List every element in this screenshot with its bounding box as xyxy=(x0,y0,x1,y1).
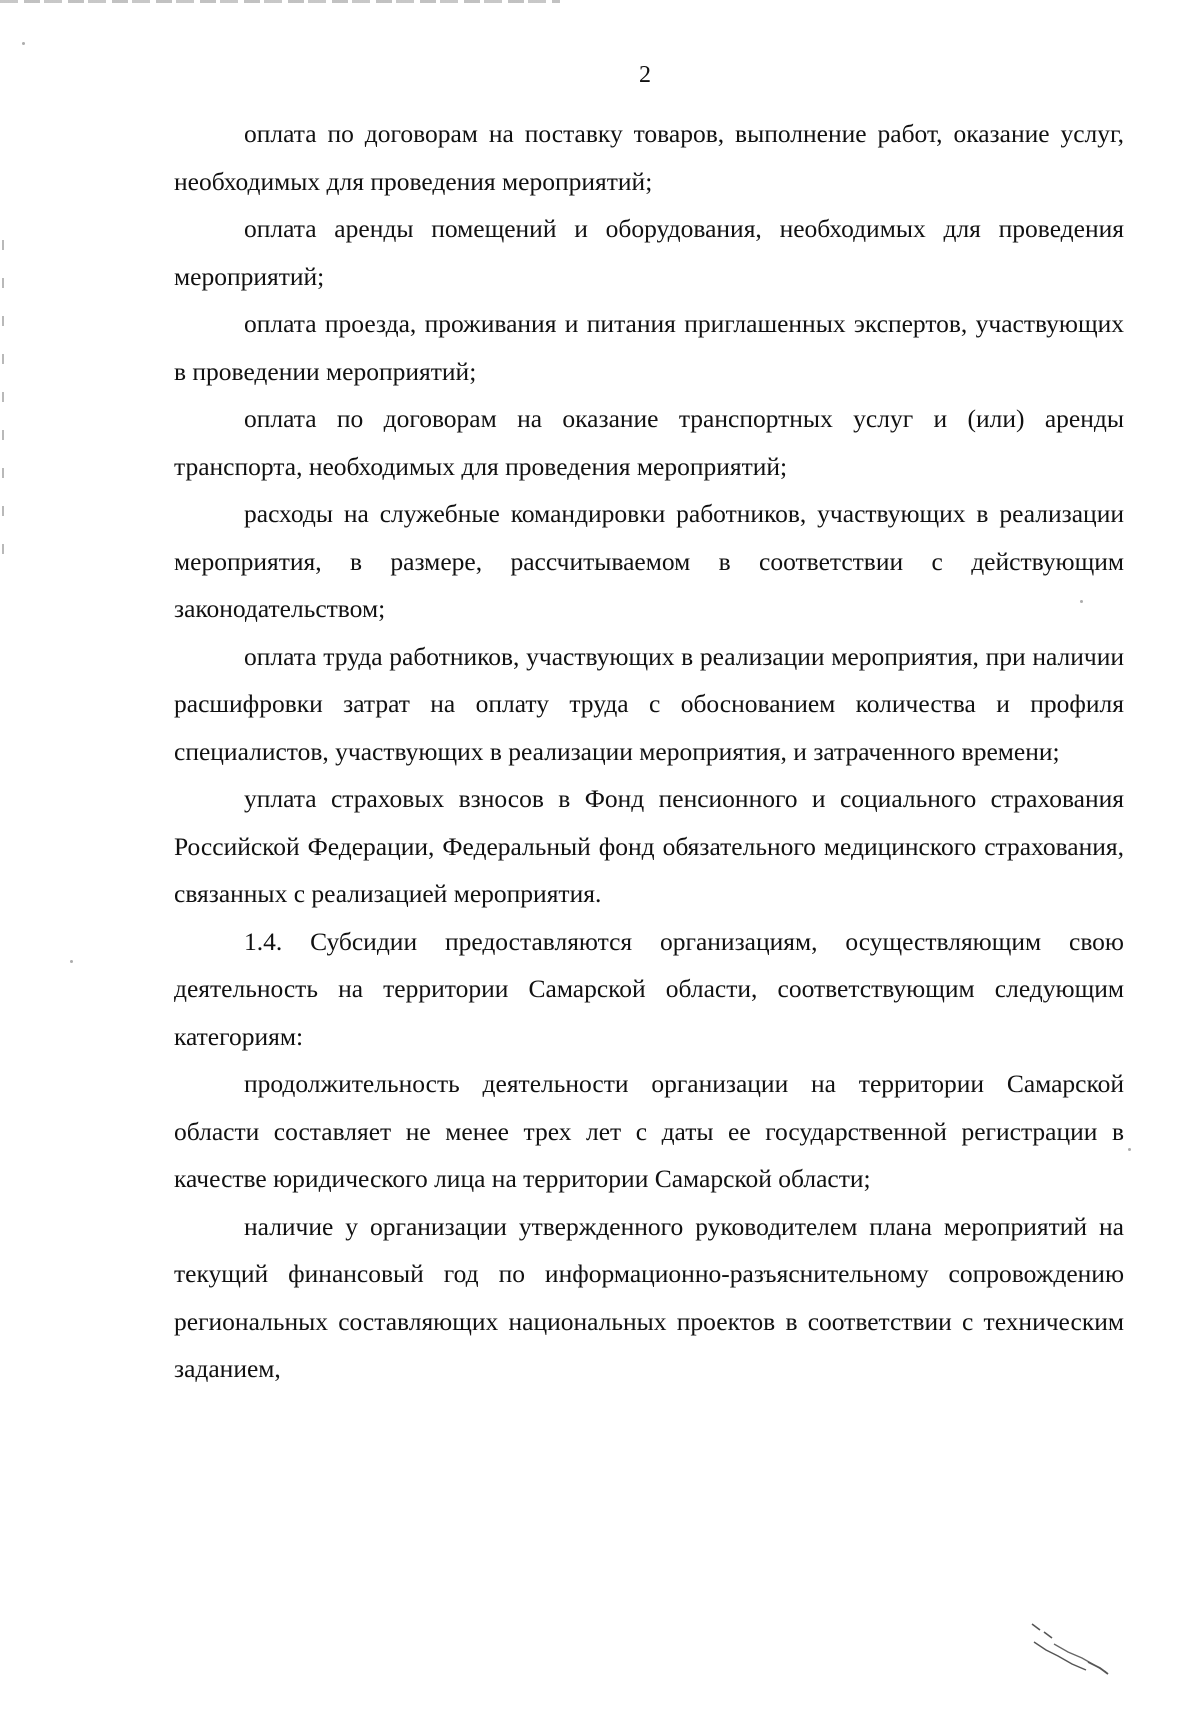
paragraph-events-plan: наличие у организации утвержденного руководителем плана мероприятий на текущий финансовый год по информационно-разъяснительному сопровождению региональных составляющих национальных проектов в соответствии с техническим заданием, xyxy=(174,1211,1124,1383)
scan-speck xyxy=(22,42,25,45)
corner-scribble-mark xyxy=(1028,1618,1114,1678)
paragraph-clause-1-4: 1.4. Субсидии предоставляются организациям, осуществляющим свою деятельность на территории Самарской области, соответствующим следующим категориям: xyxy=(174,926,1124,1051)
scan-speck xyxy=(1080,600,1083,603)
paragraph-business-trips: расходы на служебные командировки работников, участвующих в реализации мероприятия, в размере, рассчитываемом в соответствии с действующим законодательством; xyxy=(174,499,1124,623)
paragraph-payment-contracts-goods: оплата по договорам на поставку товаров, выполнение работ, оказание услуг, необходимых для проведения мероприятий; xyxy=(174,119,1124,196)
paragraph-payment-transport: оплата по договорам на оказание транспортных услуг и (или) аренды транспорта, необходимых для проведения мероприятий; xyxy=(174,404,1124,481)
paragraph-activity-duration: продолжительность деятельности организации на территории Самарской области составляет не менее трех лет с даты ее государственной регистрации в качестве юридического лица на территории Самарской области; xyxy=(174,1069,1124,1193)
paragraph-insurance-contributions: уплата страховых взносов в Фонд пенсионного и социального страхования Российской Федерации, Федеральный фонд обязательного медицинского страхования, связанных с реализацией мероприятия. xyxy=(174,784,1124,908)
scan-margin-marks xyxy=(2,240,4,560)
paragraph-staff-wages: оплата труда работников, участвующих в реализации мероприятия, при наличии расшифровки затрат на оплату труда с обоснованием количества и профиля специалистов, участвующих в реализации мероприятия, и затраченного времени; xyxy=(174,641,1124,766)
page-number: 2 xyxy=(639,62,651,88)
scan-edge-artifact xyxy=(0,0,560,3)
paragraph-payment-experts-travel: оплата проезда, проживания и питания приглашенных экспертов, участвующих в проведении мероприятий; xyxy=(174,309,1124,386)
document-body xyxy=(174,110,1124,1393)
scan-speck xyxy=(1128,1148,1131,1151)
paragraph-payment-premises-rent: оплата аренды помещений и оборудования, необходимых для проведения мероприятий; xyxy=(174,214,1124,291)
scan-speck xyxy=(70,960,73,963)
